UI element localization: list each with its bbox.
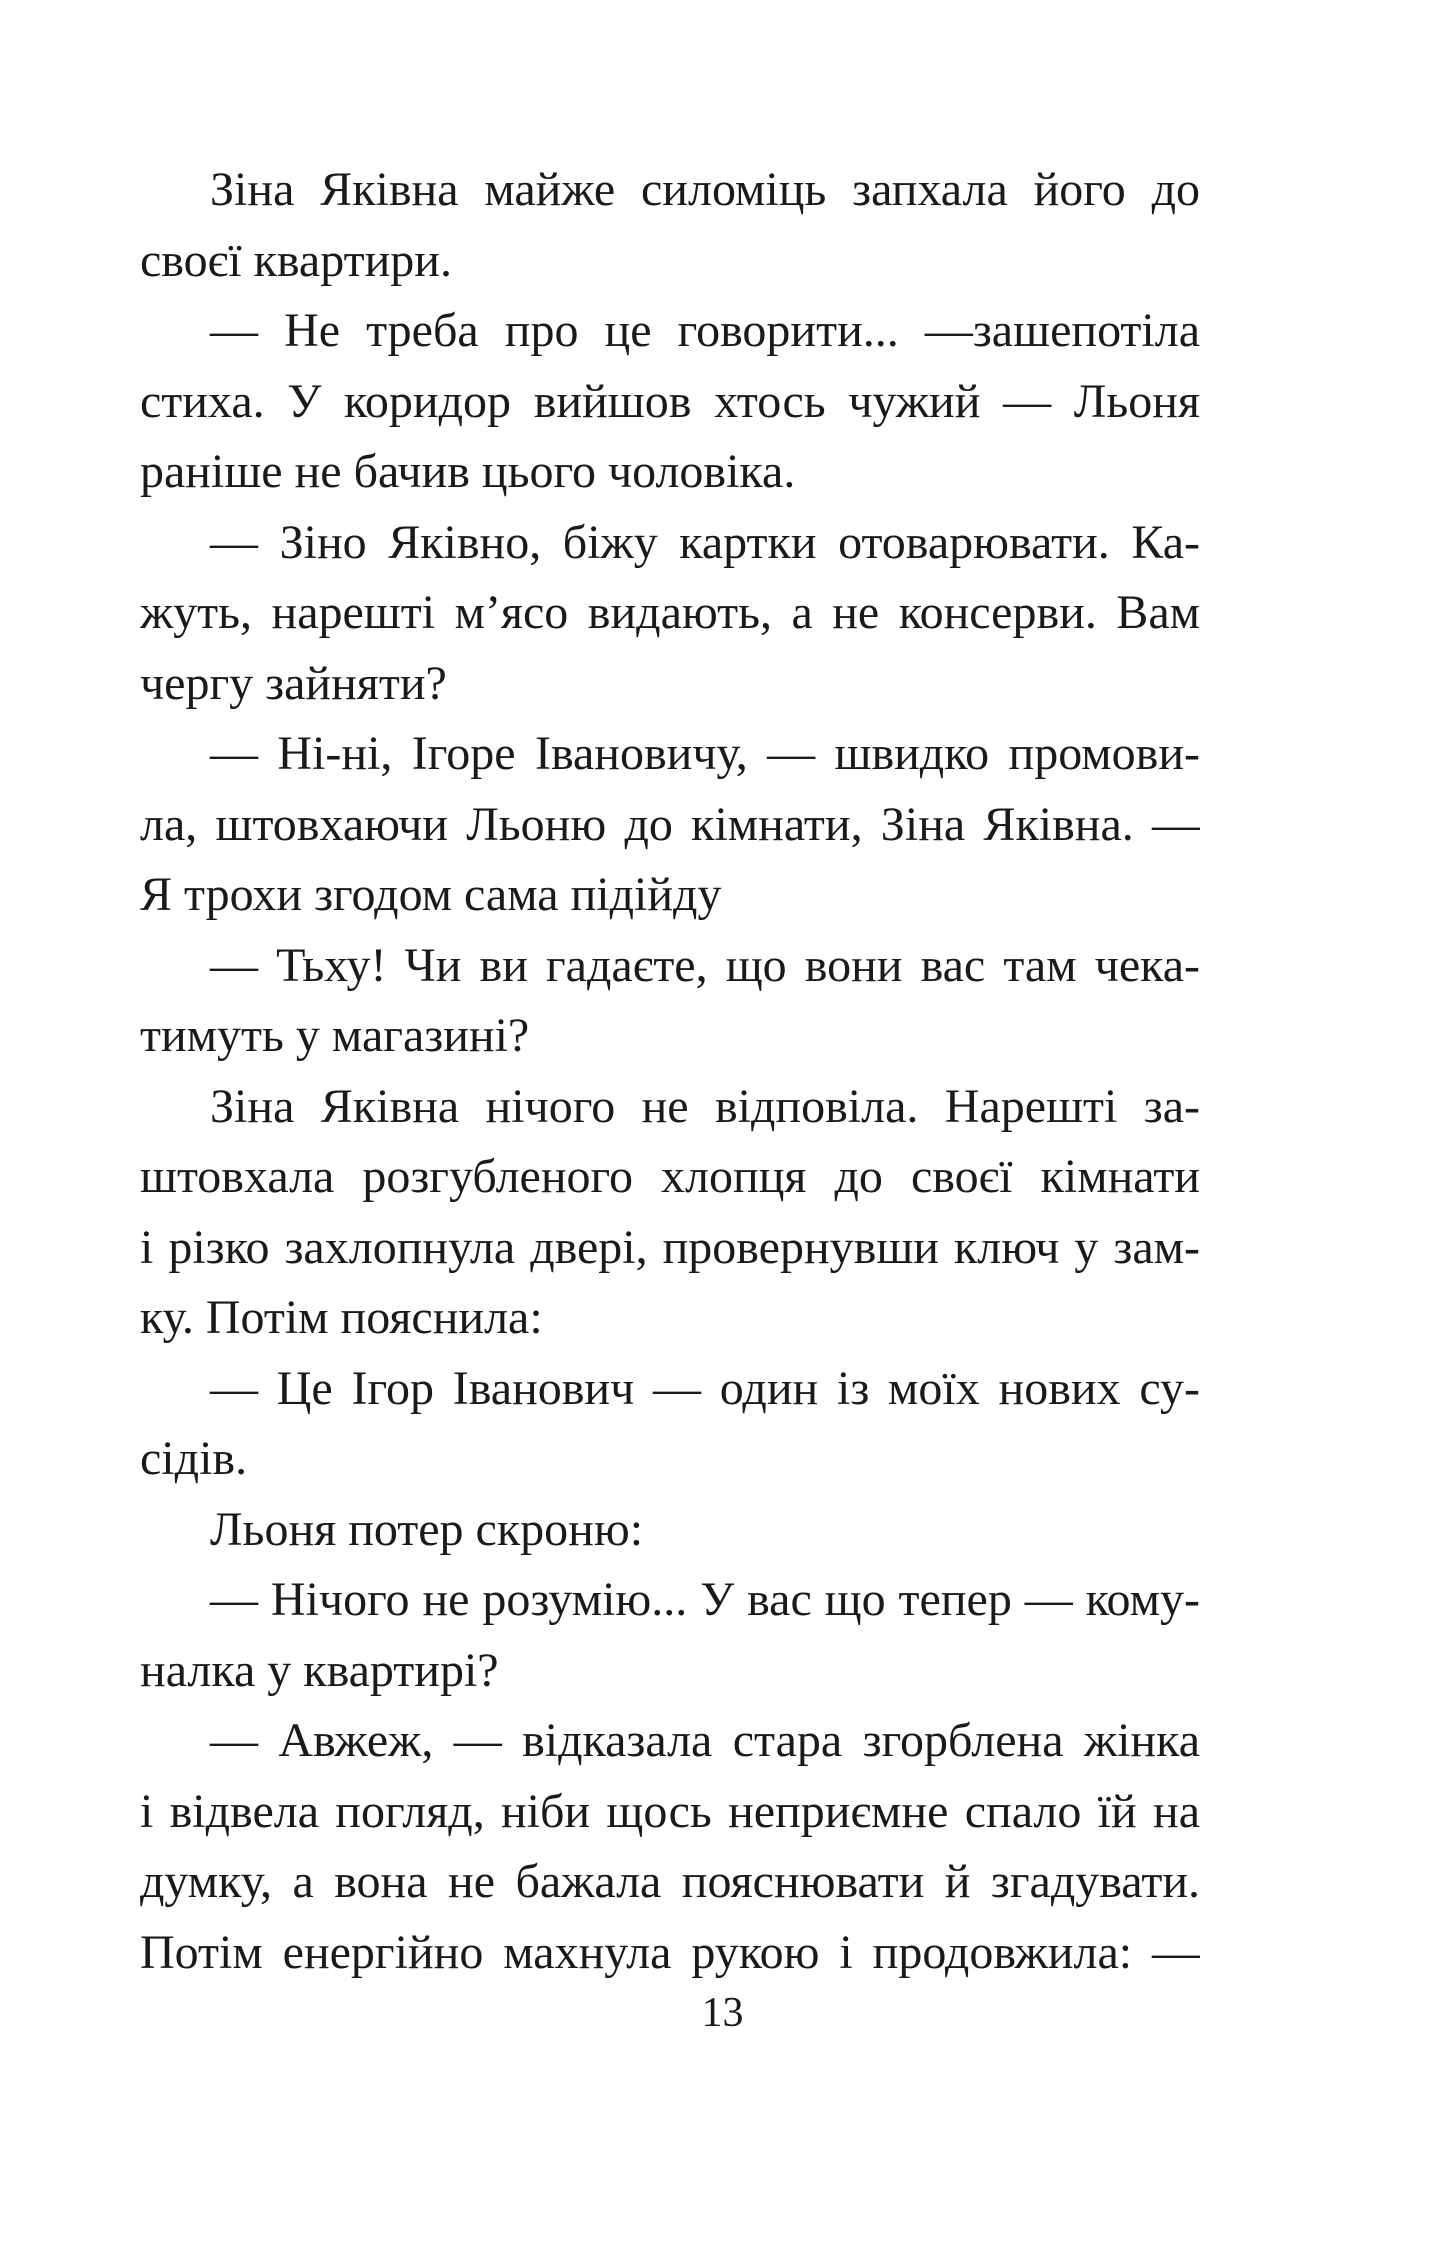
- text-line: і різко захлопнула двері, провернувши ключ у зам-: [140, 1220, 1200, 1274]
- text-line: сідів.: [140, 1432, 248, 1485]
- text-line: — Це Ігор Іванович — один із моїх нових су-: [210, 1361, 1200, 1415]
- text-line: — Авжеж, — відказала стара згорблена жінка: [210, 1714, 1200, 1767]
- text-line: — Ні-ні, Ігоре Івановичу, — швидко промови-: [210, 727, 1200, 780]
- text-line: і відвела погляд, ніби щось неприємне спало їй на: [140, 1784, 1200, 1838]
- text-line: налка у квартирі?: [140, 1643, 499, 1697]
- text-line: Льоня потер скроню:: [210, 1502, 644, 1556]
- text-line: ла, штовхаючи Льоню до кімнати, Зіна Яківна. —: [140, 797, 1200, 851]
- text-line: думку, а вона не бажала пояснювати й згадувати.: [140, 1855, 1200, 1908]
- text-line: жуть, нарешті м’ясо видають, а не консерви. Вам: [140, 586, 1200, 639]
- text-line: Зіна Яківна нічого не відповіла. Нарешті за-: [210, 1079, 1200, 1133]
- page-number: 13: [701, 1990, 744, 2036]
- text-line: Зіна Яківна майже силоміць запхала його до: [210, 163, 1200, 216]
- text-line: своєї квартири.: [140, 233, 452, 287]
- text-line: — Тьху! Чи ви гадаєте, що вони вас там чека-: [210, 938, 1200, 992]
- text-line: Потім енергійно махнула рукою і продовжила: —: [140, 1925, 1200, 1979]
- text-line: раніше не бачив цього чоловіка.: [140, 445, 796, 498]
- text-line: тимуть у магазині?: [140, 1009, 530, 1062]
- text-line: ку. Потім пояснила:: [140, 1291, 543, 1344]
- text-line: штовхала розгубленого хлопця до своєї кімнати: [140, 1150, 1200, 1203]
- text-line: — Зіно Яківно, біжу картки отоварювати. Ка-: [210, 515, 1200, 569]
- text-line: — Не треба про це говорити... —зашепотіла: [210, 304, 1200, 357]
- text-line: — Нічого не розумію... У вас що тепер — кому-: [210, 1573, 1200, 1626]
- page-body-text: [140, 155, 1200, 1988]
- text-line: стиха. У коридор вийшов хтось чужий — Льоня: [140, 374, 1200, 428]
- text-line: Я трохи згодом сама підійду: [140, 868, 722, 921]
- text-line: чергу зайняти?: [140, 656, 447, 710]
